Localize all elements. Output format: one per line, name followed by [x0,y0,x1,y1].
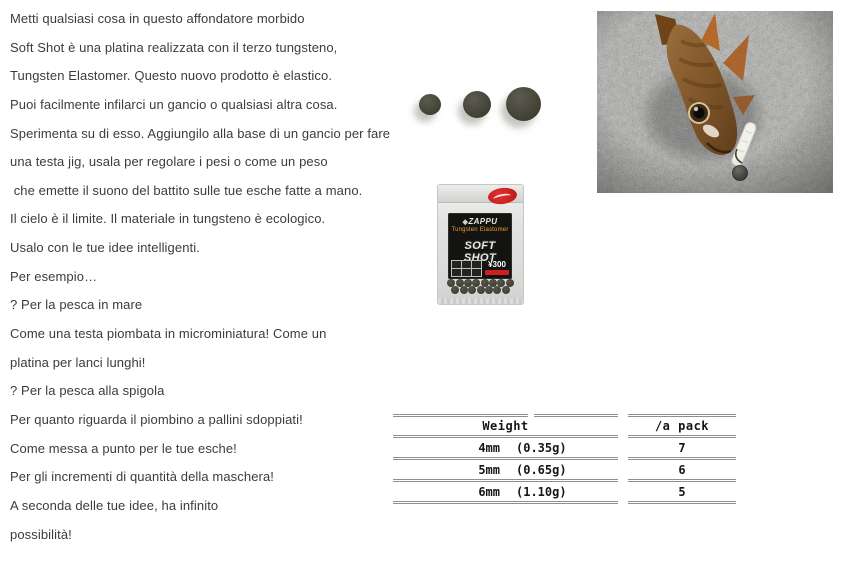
size-cell: 4mm [478,440,500,455]
table-header-row [393,416,618,437]
description-line: Il cielo è il limite. Il materiale in tungsteno è ecologico. [10,211,326,227]
brand-name: ZAPPU [468,217,498,226]
shot-ball-large [506,87,541,121]
description-line: platina per lanci lunghi! [10,354,146,370]
price-column [485,260,509,276]
description-line: possibilità! [10,526,72,542]
description-line: Come messa a punto per le tue esche! [10,440,237,456]
packed-shots [443,279,518,293]
fish-photo [597,11,833,193]
shot-dot [468,286,476,294]
grams-cell: (0.35g) [516,440,567,455]
table-row [393,437,618,459]
table-row [628,481,736,503]
shot-dot [460,286,468,294]
package-photo [437,184,524,305]
weight-table-wrap [393,414,618,504]
mini-table-cell [471,268,482,277]
label-subtitle: Tungsten Elastomer [451,227,509,233]
size-cell: 6mm [478,484,500,499]
weight-table [393,414,618,504]
description-line: Per quanto riguarda il piombino a pallini sdoppiati! [10,411,303,427]
description-line: Per gli incrementi di quantità della maschera! [10,469,275,485]
shot-sizes-photo [415,85,547,129]
description-line: A seconda delle tue idee, ha infinito [10,497,219,513]
description-line: che emette il suono del battito sulle tue esche fatte a mano. [10,182,363,198]
product-name: SOFT SHOT [463,240,497,264]
shot-dot [502,286,510,294]
bag-seal [438,298,523,304]
label-bottom-row [451,260,509,276]
price-label: ¥300 [488,260,506,269]
spec-table [393,414,736,504]
table-row [628,437,736,459]
description-line: Come una testa piombata in microminiatura! Come un [10,326,327,342]
size-cell: 5mm [478,462,500,477]
shot-ball-medium [463,91,491,118]
tax-badge [485,270,509,275]
description-line: Soft Shot è una platina realizzata con il terzo tungsteno, [10,39,338,55]
description-line: Per esempio… [10,268,98,284]
description-line: Usalo con le tue idee intelligenti. [10,240,200,256]
table-row [393,459,618,481]
description-line: Metti qualsiasi cosa in questo affondatore morbido [10,11,305,26]
table-row [628,459,736,481]
photo-vignette [597,11,833,193]
description-line: ? Per la pesca alla spigola [10,383,165,399]
description-line: Puoi facilmente infilarci un gancio o qualsiasi altra cosa. [10,96,338,112]
grams-cell: (0.65g) [516,462,567,477]
description-line: una testa jig, usala per regolare i pesi o come un peso [10,154,328,170]
shot-dot [451,286,459,294]
pack-table [628,414,736,504]
pack-cell: 7 [678,440,686,455]
grams-cell: (1.10g) [516,484,567,499]
pack-header: /a pack [654,419,710,433]
description-line: Tungsten Elastomer. Questo nuovo prodotto è elastico. [10,68,333,84]
fish-photo-illustration [597,11,833,193]
table-header-row [628,416,736,437]
shot-ball-small [419,94,441,115]
description-line: Sperimenta su di esso. Aggiungilo alla base di un gancio per fare [10,125,391,141]
pack-cell: 5 [678,484,686,499]
table-row [393,481,618,503]
shot-dot [493,286,501,294]
shot-dot [485,286,493,294]
brand-logo [448,217,512,226]
label-size-table [451,260,482,276]
product-description [10,5,440,549]
shot-dot [477,286,485,294]
package-label [448,213,512,279]
pack-cell: 6 [678,462,686,477]
description-line: ? Per la pesca in mare [10,297,143,313]
diamond-icon: ◆ [462,219,469,226]
weight-header: Weight [482,419,529,433]
header-border-gap [528,414,534,417]
